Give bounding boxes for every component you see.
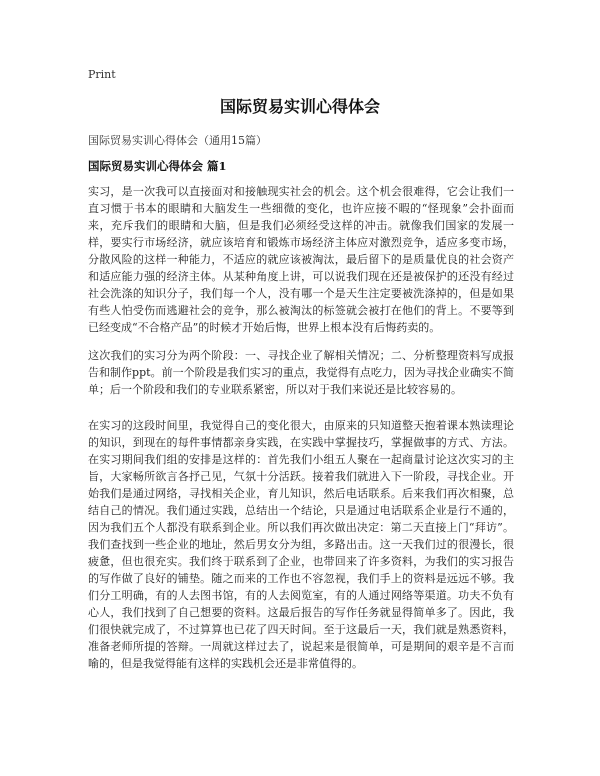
document-subtitle: 国际贸易实训心得体会（通用15篇）	[88, 134, 267, 147]
paragraph-3: 在实习的这段时间里，我觉得自己的变化很大，由原来的只知道整天抱着课本熟读理论的知识，到现在的每件事情都亲身实践，在实践中掌握技巧，掌握做事的方式、方法。在实习期间我们组的安排是这样的：首先我们小组五人聚在一起商量讨论这次实习的主旨，大家畅所欲言各抒己见，气氛十分活跃。接着我们就进入下一阶段，寻找企业。开始我们是通过网络，寻找相关企业，育儿知识，然后电话联系。后来我们再次相聚，总结自己的情况。我们通过实践，总结出一个结论，只是通过电话联系企业是行不通的，因为我们五个人都没有联系到企业。所以我们再次做出决定：第二天直接上门“拜访”。我们查找到一些企业的地址，然后男女分为组，多路出击。这一天我们过的很漫长，很疲惫，但也很充实。我们终于联系到了企业，也带回来了许多资料，为我们的实习报告的写作做了良好的铺垫。随之而来的工作也不容忽视，我们手上的资料是远远不够。我们分工明确，有的人去图书馆，有的人去阅览室，有的人通过网络等渠道。功夫不负有心人，我们找到了自己想要的资料。这最后报告的写作任务就显得简单多了。因此，我们很快就完成了，不过算算也已花了四天时间。至于这最后一天，我们就是熟悉资料，准备老师所提的答辩。一周就这样过去了，说起来是很简单，可是期间的艰辛是不言而喻的，但是我觉得能有这样的实践机会还是非常值得的。	[88, 419, 514, 670]
paragraph-1: 实习，是一次我可以直接面对和接触现实社会的机会。这个机会很难得，它会让我们一直习惯于书本的眼睛和大脑发生一些细微的变化，也许应接不暇的“怪现象”会扑面而来，充斥我们的眼睛和大脑，但是我们必须经受这样的冲击。就像我们国家的发展一样，要实行市场经济，就应该培育和锻炼市场经济主体应对激烈竞争，适应多变市场，分散风险的这样一种能力，不适应的就应该被淘汰，最后留下的是质量优良的社会资产和适应能力强的经济主体。从某种角度上讲，可以说我们现在还是被保护的还没有经过社会洗涤的知识分子，我们每一个人，没有哪一个是天生注定要被洗涤掉的，但是如果有些人怕受伤而逃避社会的竞争，那么被淘汰的标签就会被打在他们的背上。不要等到已经变成“不合格产品”的时候才开始后悔，世界上根本没有后悔药卖的。	[88, 185, 514, 334]
page-title: 国际贸易实训心得体会	[219, 97, 380, 116]
paragraph-2: 这次我们的实习分为两个阶段：一、寻找企业了解相关情况；二、分析整理资料写成报告和制作ppt。前一个阶段是我们实习的重点，我觉得有点吃力，因为寻找企业确实不简单；后一个阶段和我们的专业联系紧密，所以对于我们来说还是比较容易的。	[88, 349, 514, 396]
print-label: Print	[88, 68, 116, 81]
section-heading: 国际贸易实训心得体会 篇1	[88, 159, 227, 173]
